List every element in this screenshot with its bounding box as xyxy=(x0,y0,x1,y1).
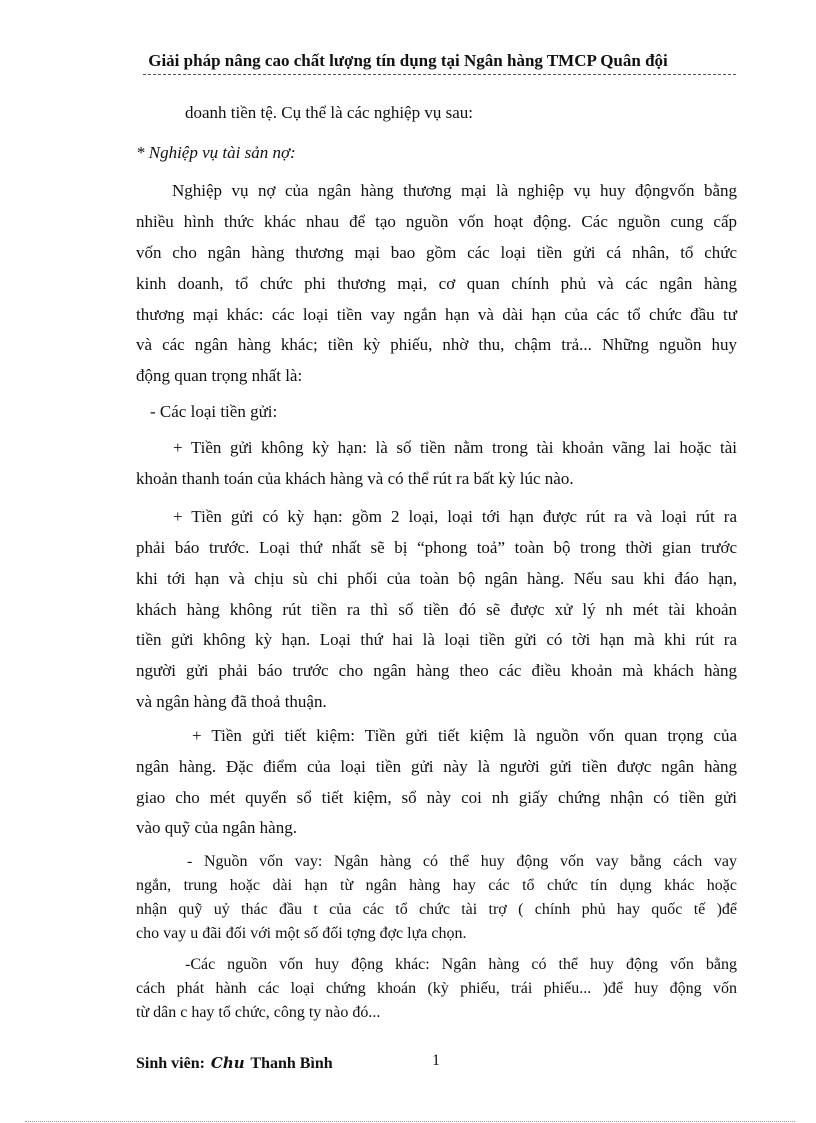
text-line: động quan trọng nhất là: xyxy=(136,366,303,385)
text-line: và các ngân hàng khác; tiền kỳ phiếu, nhờ thu, chậm trả... Những nguồn huy xyxy=(136,335,737,354)
text-line: ngắn, trung hoặc dài hạn từ ngân hàng hay các tổ chức tín dụng khác hoặc xyxy=(136,877,737,894)
text-line: cách phát hành các loại chứng khoán (kỳ phiếu, trái phiếu... )để huy động vốn xyxy=(136,980,737,997)
text-line: doanh tiền tệ. Cụ thể là các nghiệp vụ sau: xyxy=(185,103,473,122)
text-line: nhận quỹ uỷ thác đầu t của các tổ chức tài trợ ( chính phủ hay quốc tế )để xyxy=(136,901,737,918)
text-line: và ngân hàng đã thoả thuận. xyxy=(136,692,327,711)
text-line: - Nguồn vốn vay: Ngân hàng có thể huy động vốn vay bằng cách vay xyxy=(187,853,737,870)
text-line: vốn cho ngân hàng thương mại bao gồm các loại tiền gửi cá nhân, tổ chức xyxy=(136,243,737,262)
text-line: khoản thanh toán của khách hàng và có thể rút ra bất kỳ lúc nào. xyxy=(136,469,574,488)
text-line: -Các nguồn vốn huy động khác: Ngân hàng có thể huy động vốn bằng xyxy=(185,956,737,973)
list-heading: - Các loại tiền gửi: xyxy=(150,402,278,421)
header-divider xyxy=(143,74,736,75)
text-line: khi tới hạn và chịu sù chi phối của toàn bộ ngân hàng. Nếu sau khi đáo hạn, xyxy=(136,569,737,588)
footer-signature xyxy=(136,1054,333,1073)
footer-name-script: Chu xyxy=(210,1054,245,1072)
footer-name: Thanh Bình xyxy=(250,1055,333,1072)
text-line: khách hàng không rút tiền ra thì số tiền đó sẽ được xử lý nh mét tài khoản xyxy=(136,600,737,619)
text-line: tiền gửi không kỳ hạn. Loại thứ hai là loại tiền gửi có tời hạn mà khi rút ra xyxy=(136,630,737,649)
footer-label: Sinh viên: xyxy=(136,1055,205,1072)
page-number: 1 xyxy=(432,1052,440,1069)
page-header-title: Giải pháp nâng cao chất lượng tín dụng tại Ngân hàng TMCP Quân đội xyxy=(148,51,668,70)
text-line: Nghiệp vụ nợ của ngân hàng thương mại là nghiệp vụ huy độngvốn bằng xyxy=(172,181,737,200)
text-line: người gửi phải báo trước cho ngân hàng theo các điều khoản mà khách hàng xyxy=(136,661,737,680)
text-line: kinh doanh, tổ chức phi thương mại, cơ quan chính phủ và các ngân hàng xyxy=(136,274,737,293)
text-line: từ dân c hay tổ chức, công ty nào đó... xyxy=(136,1004,381,1021)
text-line: phải báo trước. Loại thứ nhất sẽ bị “phong toả” toàn bộ trong thời gian trước xyxy=(136,538,737,557)
bottom-divider xyxy=(25,1121,795,1122)
text-line: + Tiền gửi tiết kiệm: Tiền gửi tiết kiệm là nguồn vốn quan trọng của xyxy=(192,726,737,745)
section-heading: * Nghiệp vụ tài sản nợ: xyxy=(136,143,296,162)
text-line: + Tiền gửi có kỳ hạn: gồm 2 loại, loại tới hạn được rút ra và loại rút ra xyxy=(173,507,737,526)
text-line: nhiều hình thức khác nhau để tạo nguồn vốn hoạt động. Các nguồn cung cấp xyxy=(136,212,737,231)
text-line: giao cho mét quyển sổ tiết kiệm, sổ này coi nh giấy chứng nhận có tiền gửi xyxy=(136,788,737,807)
text-line: cho vay u đãi đối với một số đối tợng đợc lựa chọn. xyxy=(136,925,467,942)
text-line: vào quỹ của ngân hàng. xyxy=(136,818,297,837)
text-line: ngân hàng. Đặc điểm của loại tiền gửi này là người gửi tiền được ngân hàng xyxy=(136,757,737,776)
text-line: thương mại khác: các loại tiền vay ngắn hạn và dài hạn của các tổ chức đầu tư xyxy=(136,305,737,324)
text-line: + Tiền gửi không kỳ hạn: là số tiền nằm trong tài khoản vãng lai hoặc tài xyxy=(173,438,737,457)
